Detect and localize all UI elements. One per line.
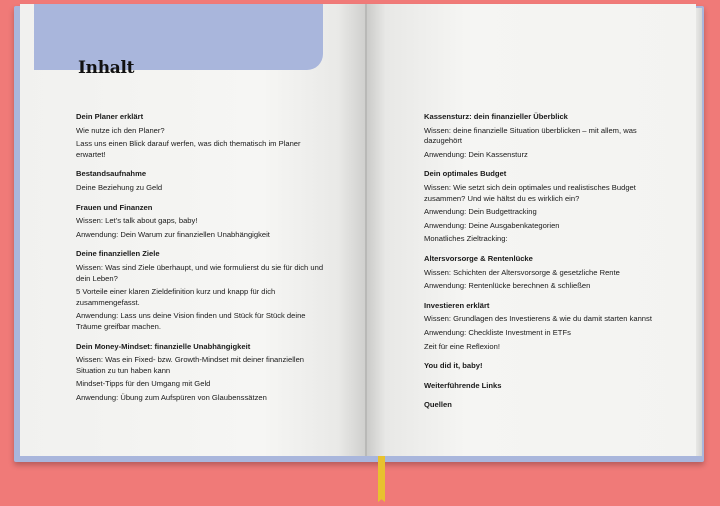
toc-section-title: Dein Money-Mindset: finanzielle Unabhängigkeit xyxy=(76,341,251,351)
page-title: Inhalt xyxy=(78,58,135,78)
toc-section xyxy=(424,169,669,245)
toc-left-column xyxy=(76,112,331,412)
toc-section-title: Altersvorsorge & Rentenlücke xyxy=(424,253,533,263)
toc-section xyxy=(76,112,331,160)
toc-entry: Wissen: Was ein Fixed- bzw. Growth-Mindset mit deiner finanziellen Situation zu tun haben kann xyxy=(76,355,305,375)
toc-section-title: Quellen xyxy=(424,400,452,410)
toc-entry: Monatliches Zieltracking: xyxy=(424,234,508,244)
toc-section-title: Investieren erklärt xyxy=(424,300,490,310)
toc-entry: Wissen: Let’s talk about gaps, baby! xyxy=(76,216,198,226)
left-page xyxy=(20,4,366,456)
toc-section-title: Weiterführende Links xyxy=(424,380,502,390)
toc-section xyxy=(424,361,669,372)
toc-section xyxy=(76,249,331,332)
toc-section-title: Dein optimales Budget xyxy=(424,169,507,179)
toc-section-title: You did it, baby! xyxy=(424,361,483,371)
toc-entry: Deine Beziehung zu Geld xyxy=(76,182,163,192)
toc-section xyxy=(424,381,669,392)
toc-section xyxy=(76,203,331,241)
toc-section xyxy=(424,112,669,160)
toc-section xyxy=(424,254,669,292)
toc-entry: Wissen: Grundlagen des Investierens & wie du damit starten kannst xyxy=(424,314,652,324)
toc-section xyxy=(76,342,331,404)
toc-section-title: Frauen und Finanzen xyxy=(76,202,153,212)
book-spine xyxy=(365,4,367,456)
toc-section-title: Bestandsaufnahme xyxy=(76,169,147,179)
toc-entry: Wissen: Wie setzt sich dein optimales und realistisches Budget zusammen? Und wie hältst du es wirklich ein? xyxy=(424,182,636,203)
toc-entry: Anwendung: Dein Budgettracking xyxy=(424,207,537,217)
toc-entry: Anwendung: Dein Kassensturz xyxy=(424,149,528,159)
toc-entry: Anwendung: Checkliste Investment in ETFs xyxy=(424,327,571,337)
toc-entry: Wie nutze ich den Planer? xyxy=(76,125,165,135)
toc-entry: Wissen: Was sind Ziele überhaupt, und wie formulierst du sie für dich und dein Leben? xyxy=(76,262,324,283)
toc-entry: Lass uns einen Blick darauf werfen, was dich thematisch im Planer erwartet! xyxy=(76,139,301,159)
toc-section xyxy=(424,400,669,411)
open-book xyxy=(14,0,704,462)
toc-section-title: Kassensturz: dein finanzieller Überblick xyxy=(424,112,568,121)
toc-entry: Mindset-Tipps für den Umgang mit Geld xyxy=(76,379,211,389)
toc-section-title: Dein Planer erklärt xyxy=(76,112,144,121)
toc-entry: Anwendung: Rentenlücke berechnen & schließen xyxy=(424,281,591,291)
toc-right-column xyxy=(424,112,669,420)
toc-entry: Anwendung: Lass uns deine Vision finden und Stück für Stück deine Träume greifbar machen. xyxy=(76,311,306,331)
toc-entry: Wissen: deine finanzielle Situation überblicken – mit allem, was dazugehört xyxy=(424,125,637,146)
toc-entry: 5 Vorteile einer klaren Zieldefinition kurz und knapp für dich zusammengefasst. xyxy=(76,287,276,307)
right-page xyxy=(366,4,696,456)
toc-section-title: Deine finanziellen Ziele xyxy=(76,249,160,259)
page-edge xyxy=(696,8,702,456)
toc-entry: Wissen: Schichten der Altersvorsorge & gesetzliche Rente xyxy=(424,267,620,277)
toc-entry: Zeit für eine Reflexion! xyxy=(424,341,500,351)
toc-entry: Anwendung: Deine Ausgabenkategorien xyxy=(424,220,560,230)
bookmark-ribbon xyxy=(378,456,385,502)
toc-entry: Anwendung: Dein Warum zur finanziellen Unabhängigkeit xyxy=(76,229,270,239)
toc-section xyxy=(424,301,669,352)
toc-section xyxy=(76,169,331,193)
toc-entry: Anwendung: Übung zum Aufspüren von Glaubenssätzen xyxy=(76,392,267,402)
